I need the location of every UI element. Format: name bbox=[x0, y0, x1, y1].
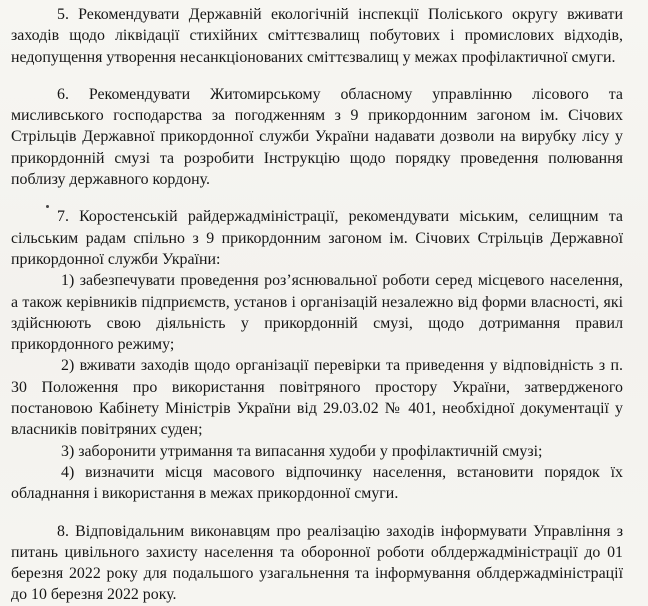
paragraph-8: 8. Відповідальним виконавцям про реалізацію заходів інформувати Управління з питань цивільного захисту населення та оборонної роботи облдержадміністрації до 01 березня 2022 року для подальшого узагальнення та інформування облдержадміністрації до 10 березня 2022 року. bbox=[11, 522, 623, 604]
paragraph-7-item-3: 3) заборонити утримання та випасання худоби у профілактичній смузі; bbox=[61, 442, 543, 460]
paragraph-7: 7. Коростенській райдержадміністрації, рекомендувати міським, селищним та сільським радам спільно з 9 прикордонним загоном ім. Січових Стрільців Державної прикордонної служби України: bbox=[11, 208, 623, 268]
paragraph-5: 5. Рекомендувати Державній екологічній інспекції Поліського округу вживати заходів щодо ліквідації стихійних сміттєзвалищ побутових і промислових відходів, недопущення утворення несанкціонованих сміттєзвалищ у межах профілактичної смуги. bbox=[11, 6, 623, 66]
paragraph-7-item-2: 2) вживати заходів щодо організації перевірки та приведення у відповідність з п. 30 Положення про використання повітряного простору України, затвердженого постановою Кабінету Міністрів України від 29.03.02 № 401, необхідної документації у власників повітряних суден; bbox=[11, 357, 623, 439]
scan-speck bbox=[46, 205, 49, 208]
paragraph-6: 6. Рекомендувати Житомирському обласному управлінню лісового та мисливського господарства за погодженням з 9 прикордонним загоном ім. Січових Стрільців Державної прикордонної служби України надавати дозволи на вирубку лісу у прикордонній смузі та розробити Інструкцію щодо порядку проведення полювання поблизу державного кордону. bbox=[11, 85, 623, 189]
paragraph-7-item-1: 1) забезпечувати проведення роз’яснювальної роботи серед місцевого населення, а також керівників підприємств, установ і організацій незалежно від форми власності, які здійснюють свою діяльність у прикордонній смузі, щодо дотримання правил прикордонного режиму; bbox=[11, 272, 623, 354]
paragraph-7-item-4: 4) визначити місця масового відпочинку населення, встановити порядок їх обладнання і використання в межах прикордонної смуги. bbox=[11, 463, 623, 503]
document-body bbox=[11, 4, 623, 606]
